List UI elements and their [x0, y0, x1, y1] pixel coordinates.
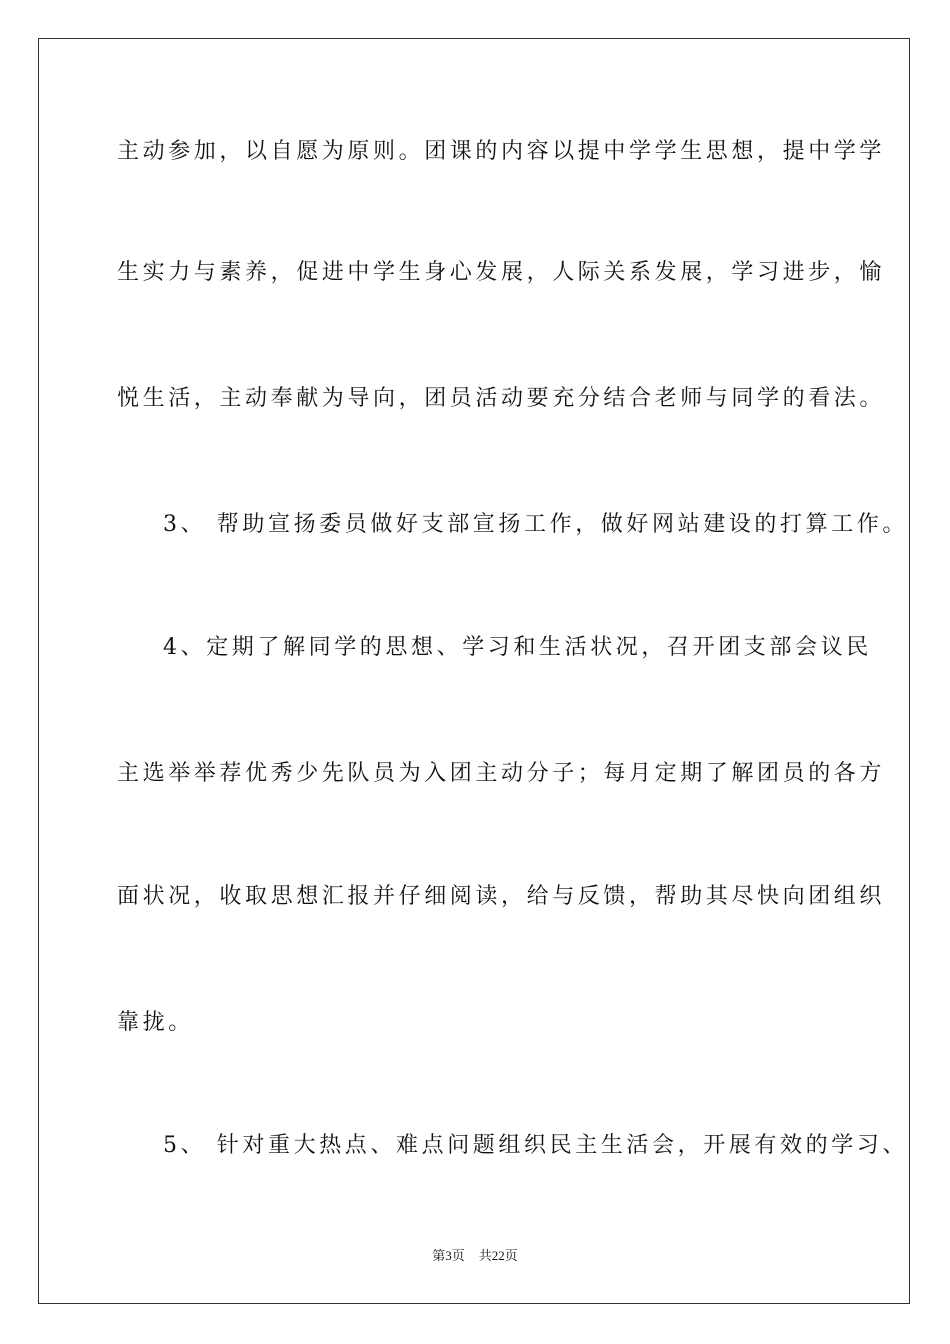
list-item-3: 3、 帮助宣扬委员做好支部宣扬工作，做好网站建设的打算工作。	[163, 512, 908, 537]
page-total: 共22页	[478, 1248, 518, 1263]
paragraph-line: 面状况，收取思想汇报并仔细阅读，给与反馈，帮助其尽快向团组织	[117, 884, 886, 909]
list-item-5: 5、 针对重大热点、难点问题组织民主生活会，开展有效的学习、	[163, 1133, 908, 1158]
paragraph-line: 生实力与素养，促进中学生身心发展，人际关系发展，学习进步，愉	[117, 260, 886, 285]
page-footer	[0, 1247, 950, 1265]
paragraph-line: 悦生活，主动奉献为导向，团员活动要充分结合老师与同学的看法。	[117, 386, 886, 411]
page-number: 第3页	[432, 1248, 465, 1263]
list-item-4: 4、定期了解同学的思想、学习和生活状况，召开团支部会议民	[163, 635, 872, 660]
paragraph-line: 靠拢。	[117, 1010, 194, 1035]
paragraph-line: 主动参加，以自愿为原则。团课的内容以提中学学生思想，提中学学	[117, 139, 886, 164]
page-border	[38, 38, 910, 1304]
paragraph-line: 主选举举荐优秀少先队员为入团主动分子；每月定期了解团员的各方	[117, 761, 886, 786]
